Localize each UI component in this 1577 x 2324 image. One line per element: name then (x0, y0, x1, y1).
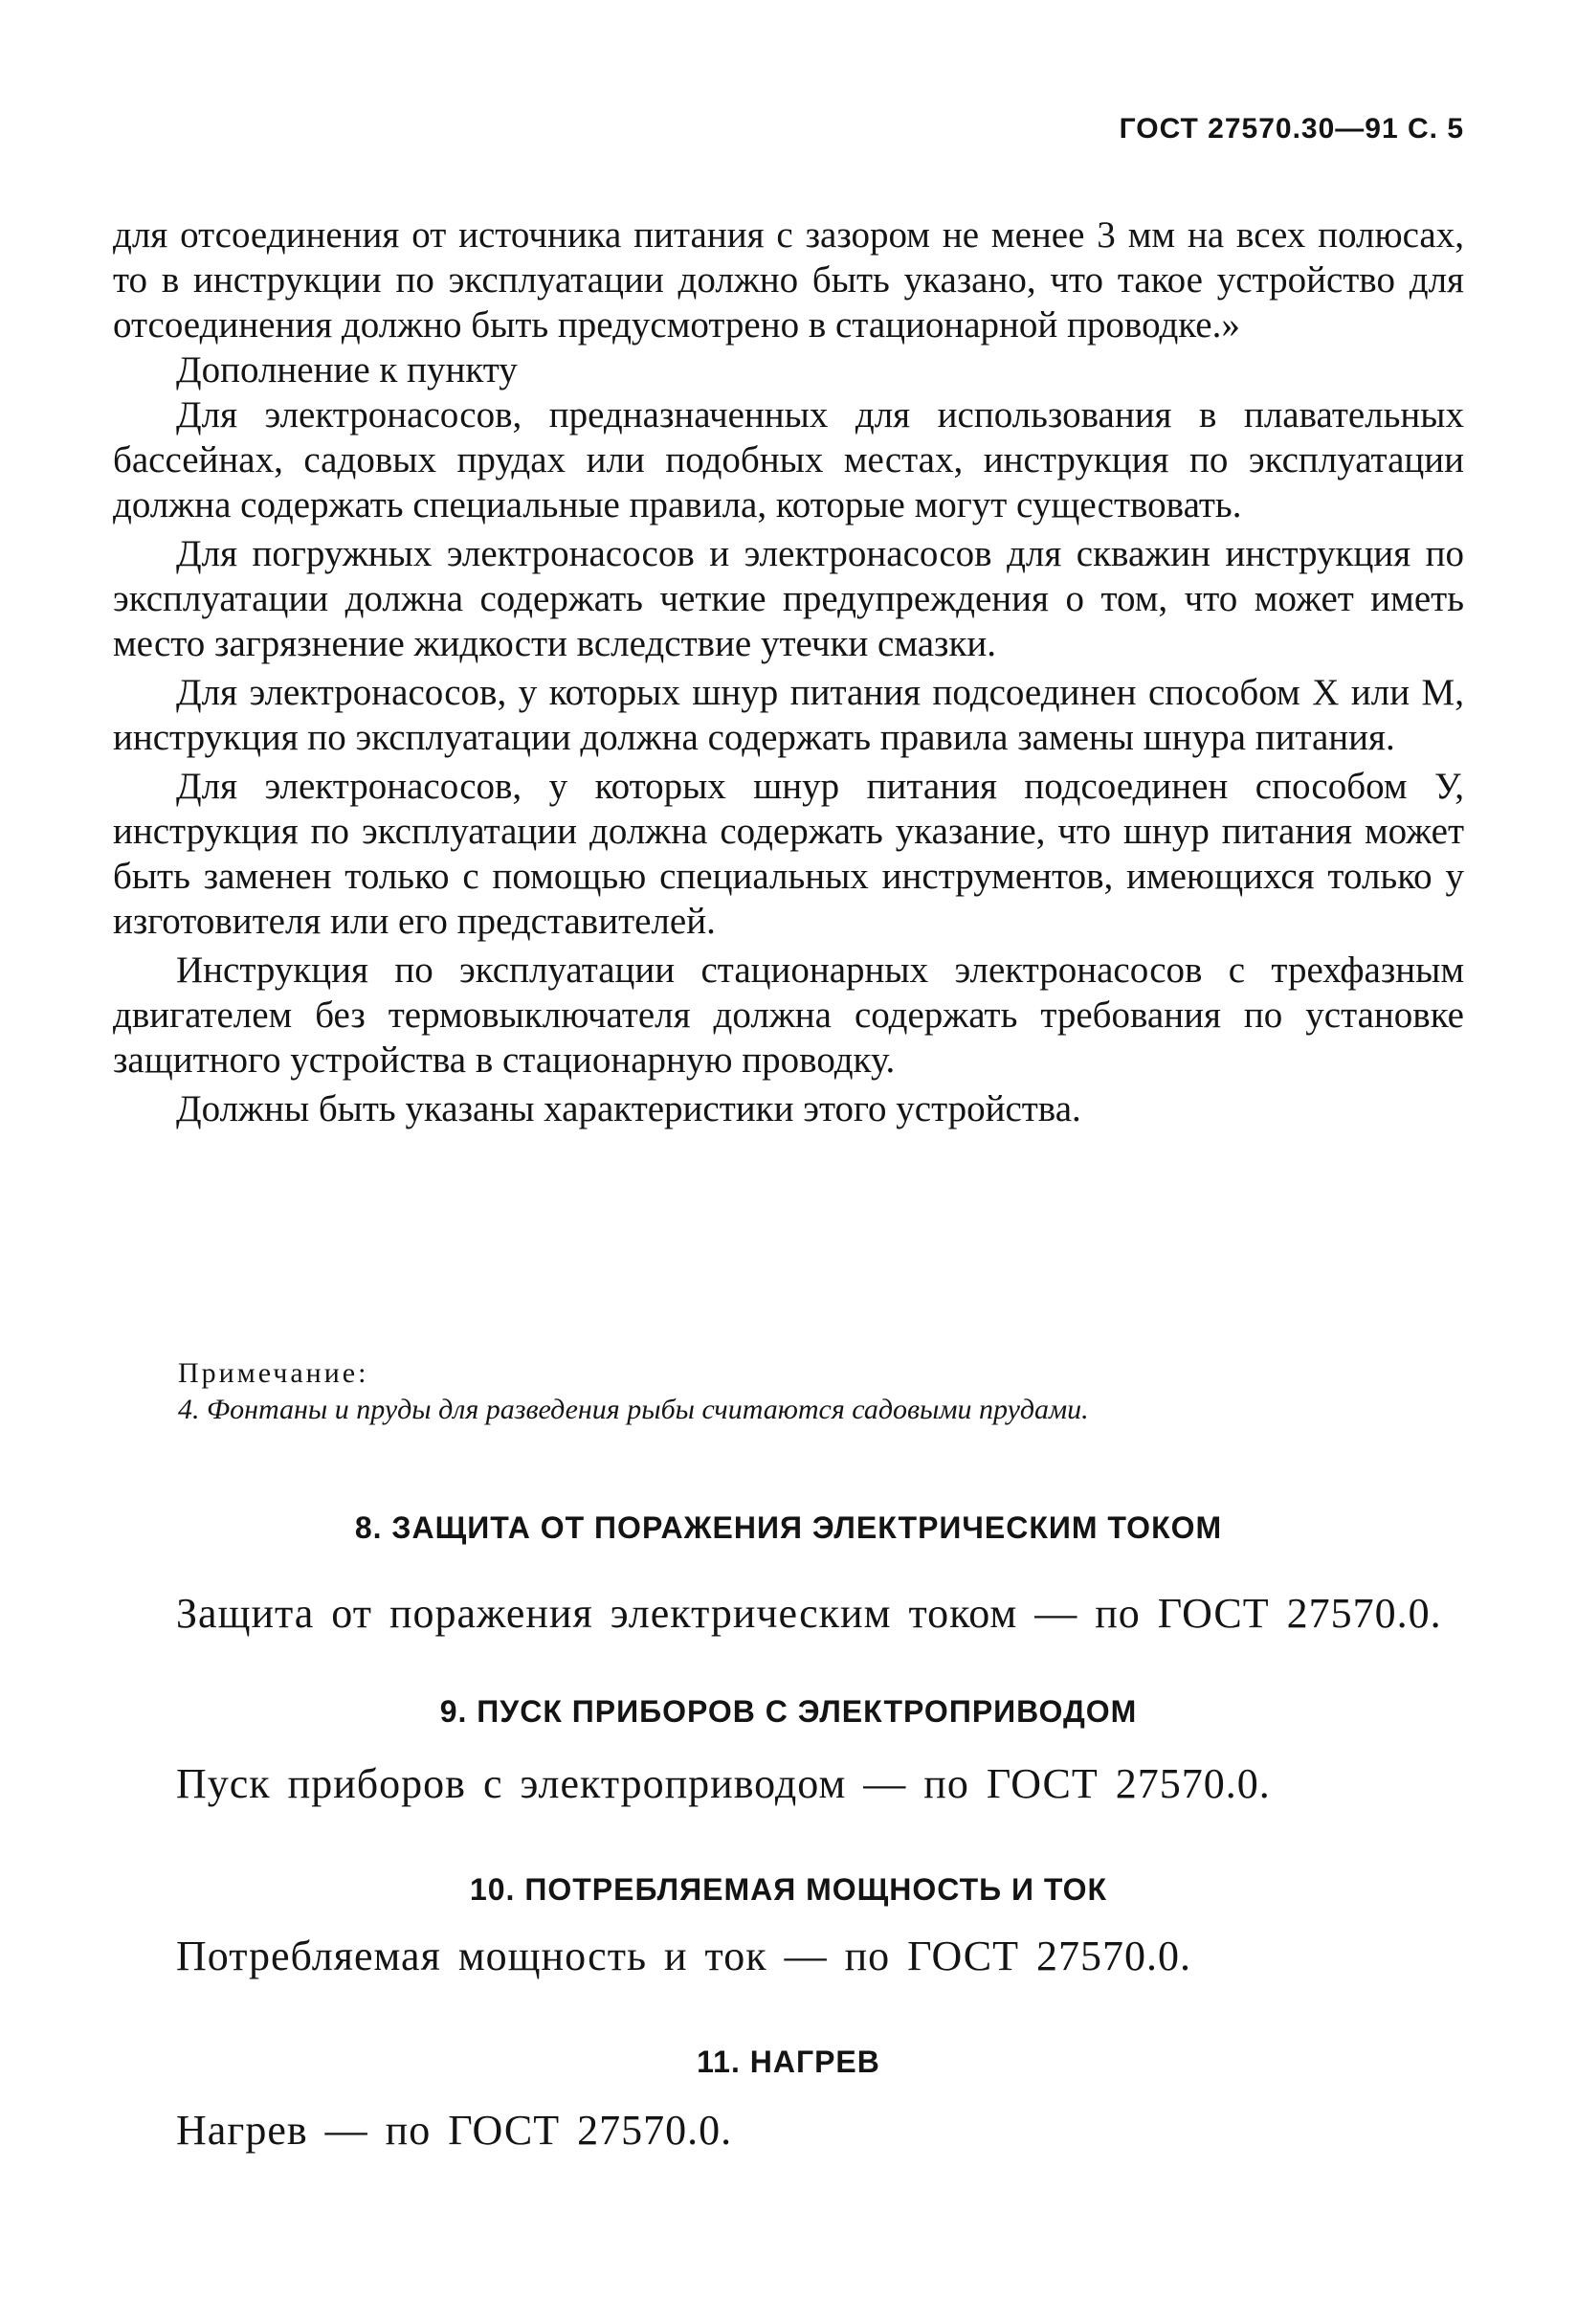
section-heading-11: 11. НАГРЕВ (697, 2045, 880, 2079)
paragraph-characteristics: Должны быть указаны характеристики этого устройства. (176, 1088, 1081, 1129)
paragraph-cord-y: Для электронасосов, у которых шнур питания подсоединен способом У, инструкция по эксплуатации должна содержать указание, что шнур питания может быть заменен только с помощью специальных инструментов, имеющихся только у изготовителя или его представителей. (113, 766, 1464, 942)
note-label: Примечание: (178, 1357, 369, 1389)
section-text-11: Нагрев — по ГОСТ 27570.0. (176, 2107, 733, 2154)
paragraph-three-phase: Инструкция по эксплуатации стационарных электронасосов с трехфазным двигателем без термовыключателя должна содержать требования по установке защитного устройства в стационарную проводку. (113, 950, 1464, 1081)
section-text-8: Защита от поражения электрическим током — по ГОСТ 27570.0. (176, 1590, 1442, 1637)
section-heading-10: 10. ПОТРЕБЛЯЕМАЯ МОЩНОСТЬ И ТОК (469, 1872, 1108, 1907)
paragraph-pools: Для электронасосов, предназначенных для использования в плавательных бассейнах, садовых прудах или подобных местах, инструкция по эксплуатации должна содержать специальные правила, которые могут существовать. (113, 394, 1464, 525)
addition-label: Дополнение к пункту (176, 349, 518, 391)
body-text (113, 212, 1464, 1131)
running-head: ГОСТ 27570.30—91 С. 5 (1119, 113, 1464, 145)
paragraph-cord-xm: Для электронасосов, у которых шнур питания подсоединен способом X или M, инструкция по эксплуатации должна содержать правила замены шнура питания. (113, 672, 1464, 758)
section-text-9: Пуск приборов с электроприводом — по ГОСТ 27570.0. (176, 1760, 1271, 1807)
intro-paragraph: для отсоединения от источника питания с зазором не менее 3 мм на всех полюсах, то в инструкции по эксплуатации должно быть указано, что такое устройство для отсоединения должно быть предусмотрено в стационарной проводке.» (113, 214, 1464, 346)
section-heading-8: 8. ЗАЩИТА ОТ ПОРАЖЕНИЯ ЭЛЕКТРИЧЕСКИМ ТОКОМ (354, 1510, 1223, 1545)
paragraph-submersible: Для погружных электронасосов и электронасосов для скважин инструкция по эксплуатации должна содержать четкие предупреждения о том, что может иметь место загрязнение жидкости вследствие утечки смазки. (113, 533, 1464, 664)
section-heading-9: 9. ПУСК ПРИБОРОВ С ЭЛЕКТРОПРИВОДОМ (439, 1694, 1138, 1729)
note-text: 4. Фонтаны и пруды для разведения рыбы считаются садовыми прудами. (178, 1394, 1089, 1425)
section-text-10: Потребляемая мощность и ток — по ГОСТ 27570.0. (176, 1933, 1192, 1979)
